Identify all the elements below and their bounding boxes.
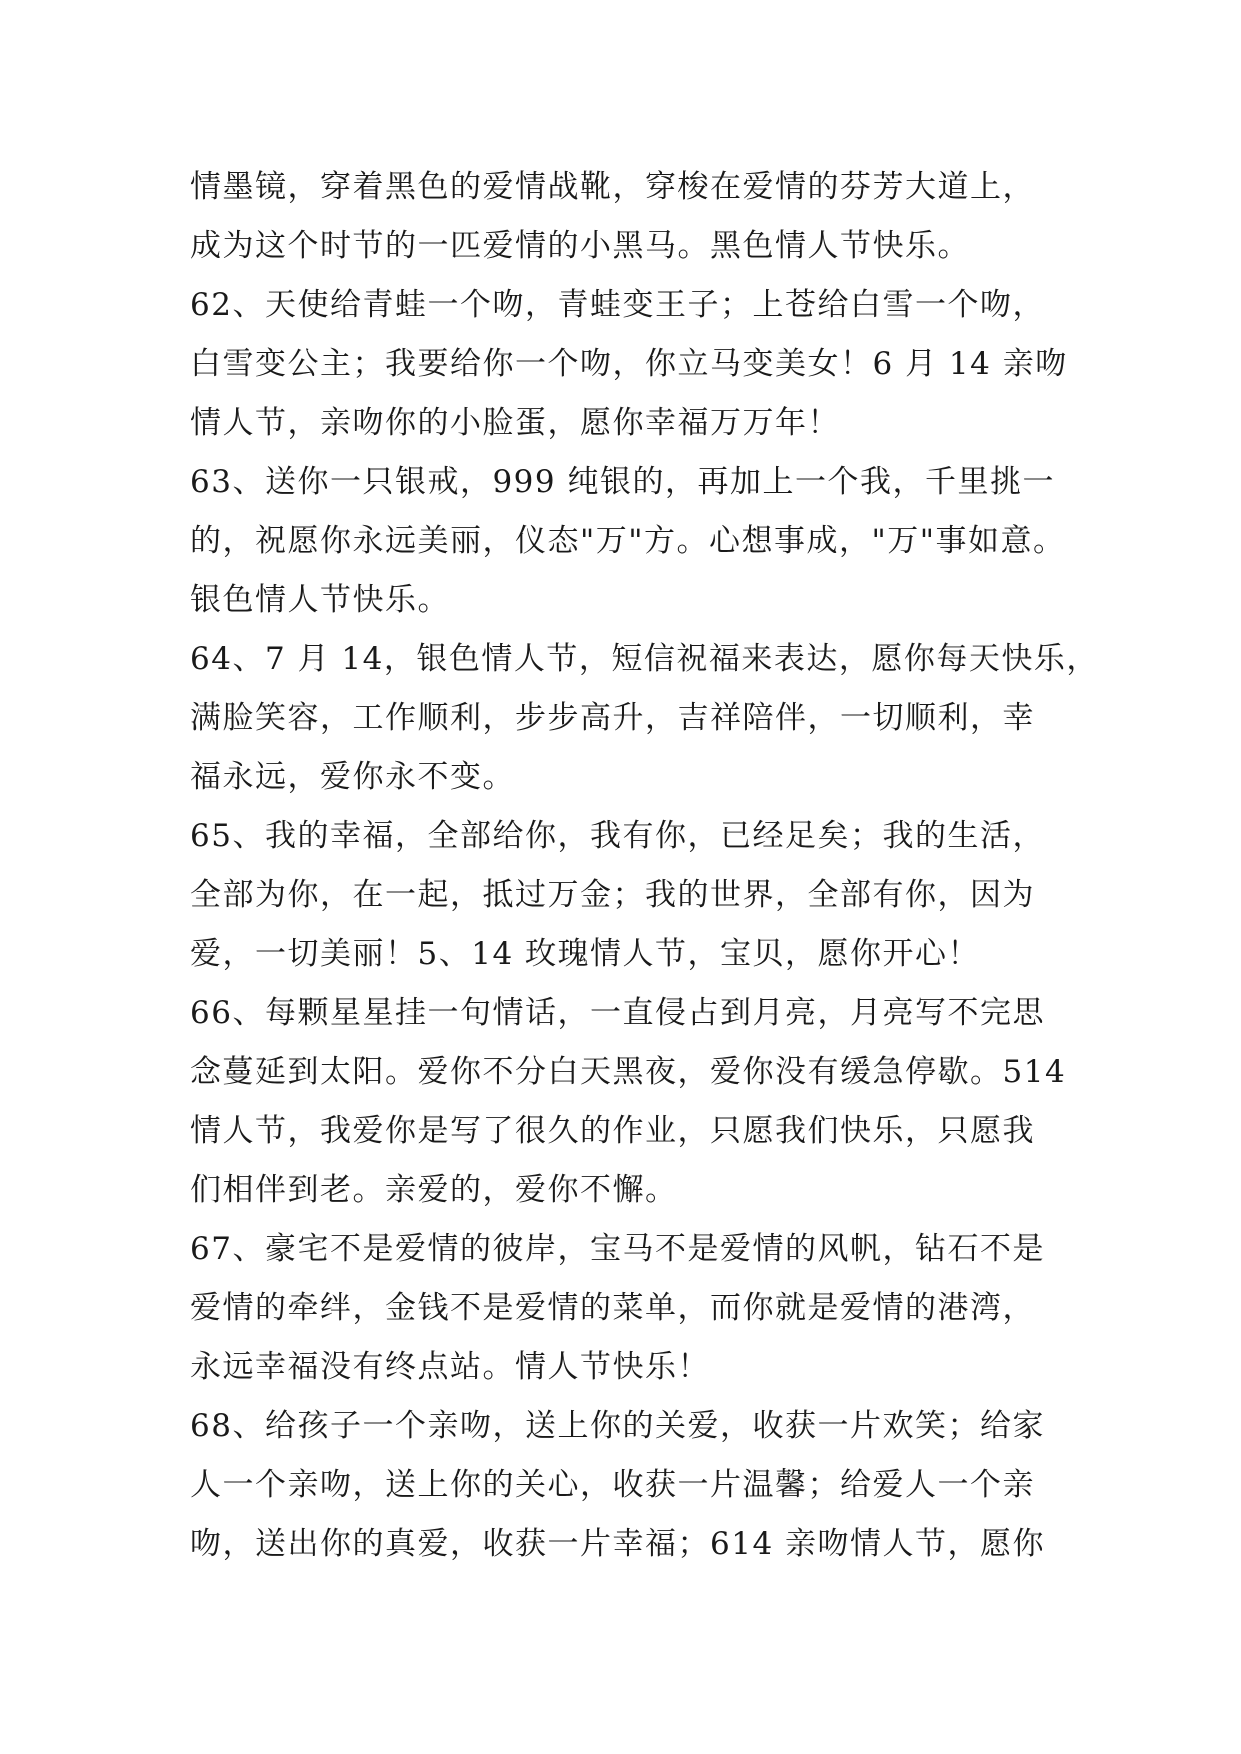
text-line: 们相伴到老。亲爱的，爱你不懈。: [190, 1172, 678, 1208]
text-line: 62、天使给青蛙一个吻，青蛙变王子；上苍给白雪一个吻，: [190, 287, 1045, 323]
text-line: 人一个亲吻，送上你的关心，收获一片温馨；给爱人一个亲: [190, 1467, 1035, 1503]
text-line: 成为这个时节的一匹爱情的小黑马。黑色情人节快乐。: [190, 228, 970, 264]
text-line: 情墨镜，穿着黑色的爱情战靴，穿梭在爱情的芬芳大道上，: [190, 169, 1035, 205]
text-line: 64、7 月 14，银色情人节，短信祝福来表达，愿你每天快乐，: [190, 641, 1099, 677]
text-line: 爱情的牵绊，金钱不是爱情的菜单，而你就是爱情的港湾，: [190, 1290, 1035, 1326]
text-line: 68、给孩子一个亲吻，送上你的关爱，收获一片欢笑；给家: [190, 1408, 1045, 1444]
text-line: 永远幸福没有终点站。情人节快乐！: [190, 1349, 710, 1385]
text-line: 念蔓延到太阳。爱你不分白天黑夜，爱你没有缓急停歇。514: [190, 1054, 1067, 1090]
text-line: 吻，送出你的真爱，收获一片幸福；614 亲吻情人节，愿你: [190, 1526, 1046, 1562]
text-line: 67、豪宅不是爱情的彼岸，宝马不是爱情的风帆，钻石不是: [190, 1231, 1045, 1267]
text-line: 情人节，亲吻你的小脸蛋，愿你幸福万万年！: [190, 405, 840, 441]
text-line: 白雪变公主；我要给你一个吻，你立马变美女！6 月 14 亲吻: [190, 346, 1068, 382]
text-line: 银色情人节快乐。: [190, 582, 450, 618]
text-line: 65、我的幸福，全部给你，我有你，已经足矣；我的生活，: [190, 818, 1045, 854]
text-line: 63、送你一只银戒，999 纯银的，再加上一个我，千里挑一: [190, 464, 1055, 500]
text-line: 满脸笑容，工作顺利，步步高升，吉祥陪伴，一切顺利，幸: [190, 700, 1035, 736]
text-line: 爱，一切美丽！5、14 玫瑰情人节，宝贝，愿你开心！: [190, 936, 981, 972]
text-line: 66、每颗星星挂一句情话，一直侵占到月亮，月亮写不完思: [190, 995, 1045, 1031]
text-line: 的，祝愿你永远美丽，仪态"万"方。心想事成，"万"事如意。: [190, 523, 1066, 559]
body-text: [190, 158, 1099, 1574]
text-line: 情人节，我爱你是写了很久的作业，只愿我们快乐，只愿我: [190, 1113, 1035, 1149]
text-line: 福永远，爱你永不变。: [190, 759, 515, 795]
text-line: 全部为你，在一起，抵过万金；我的世界，全部有你，因为: [190, 877, 1035, 913]
